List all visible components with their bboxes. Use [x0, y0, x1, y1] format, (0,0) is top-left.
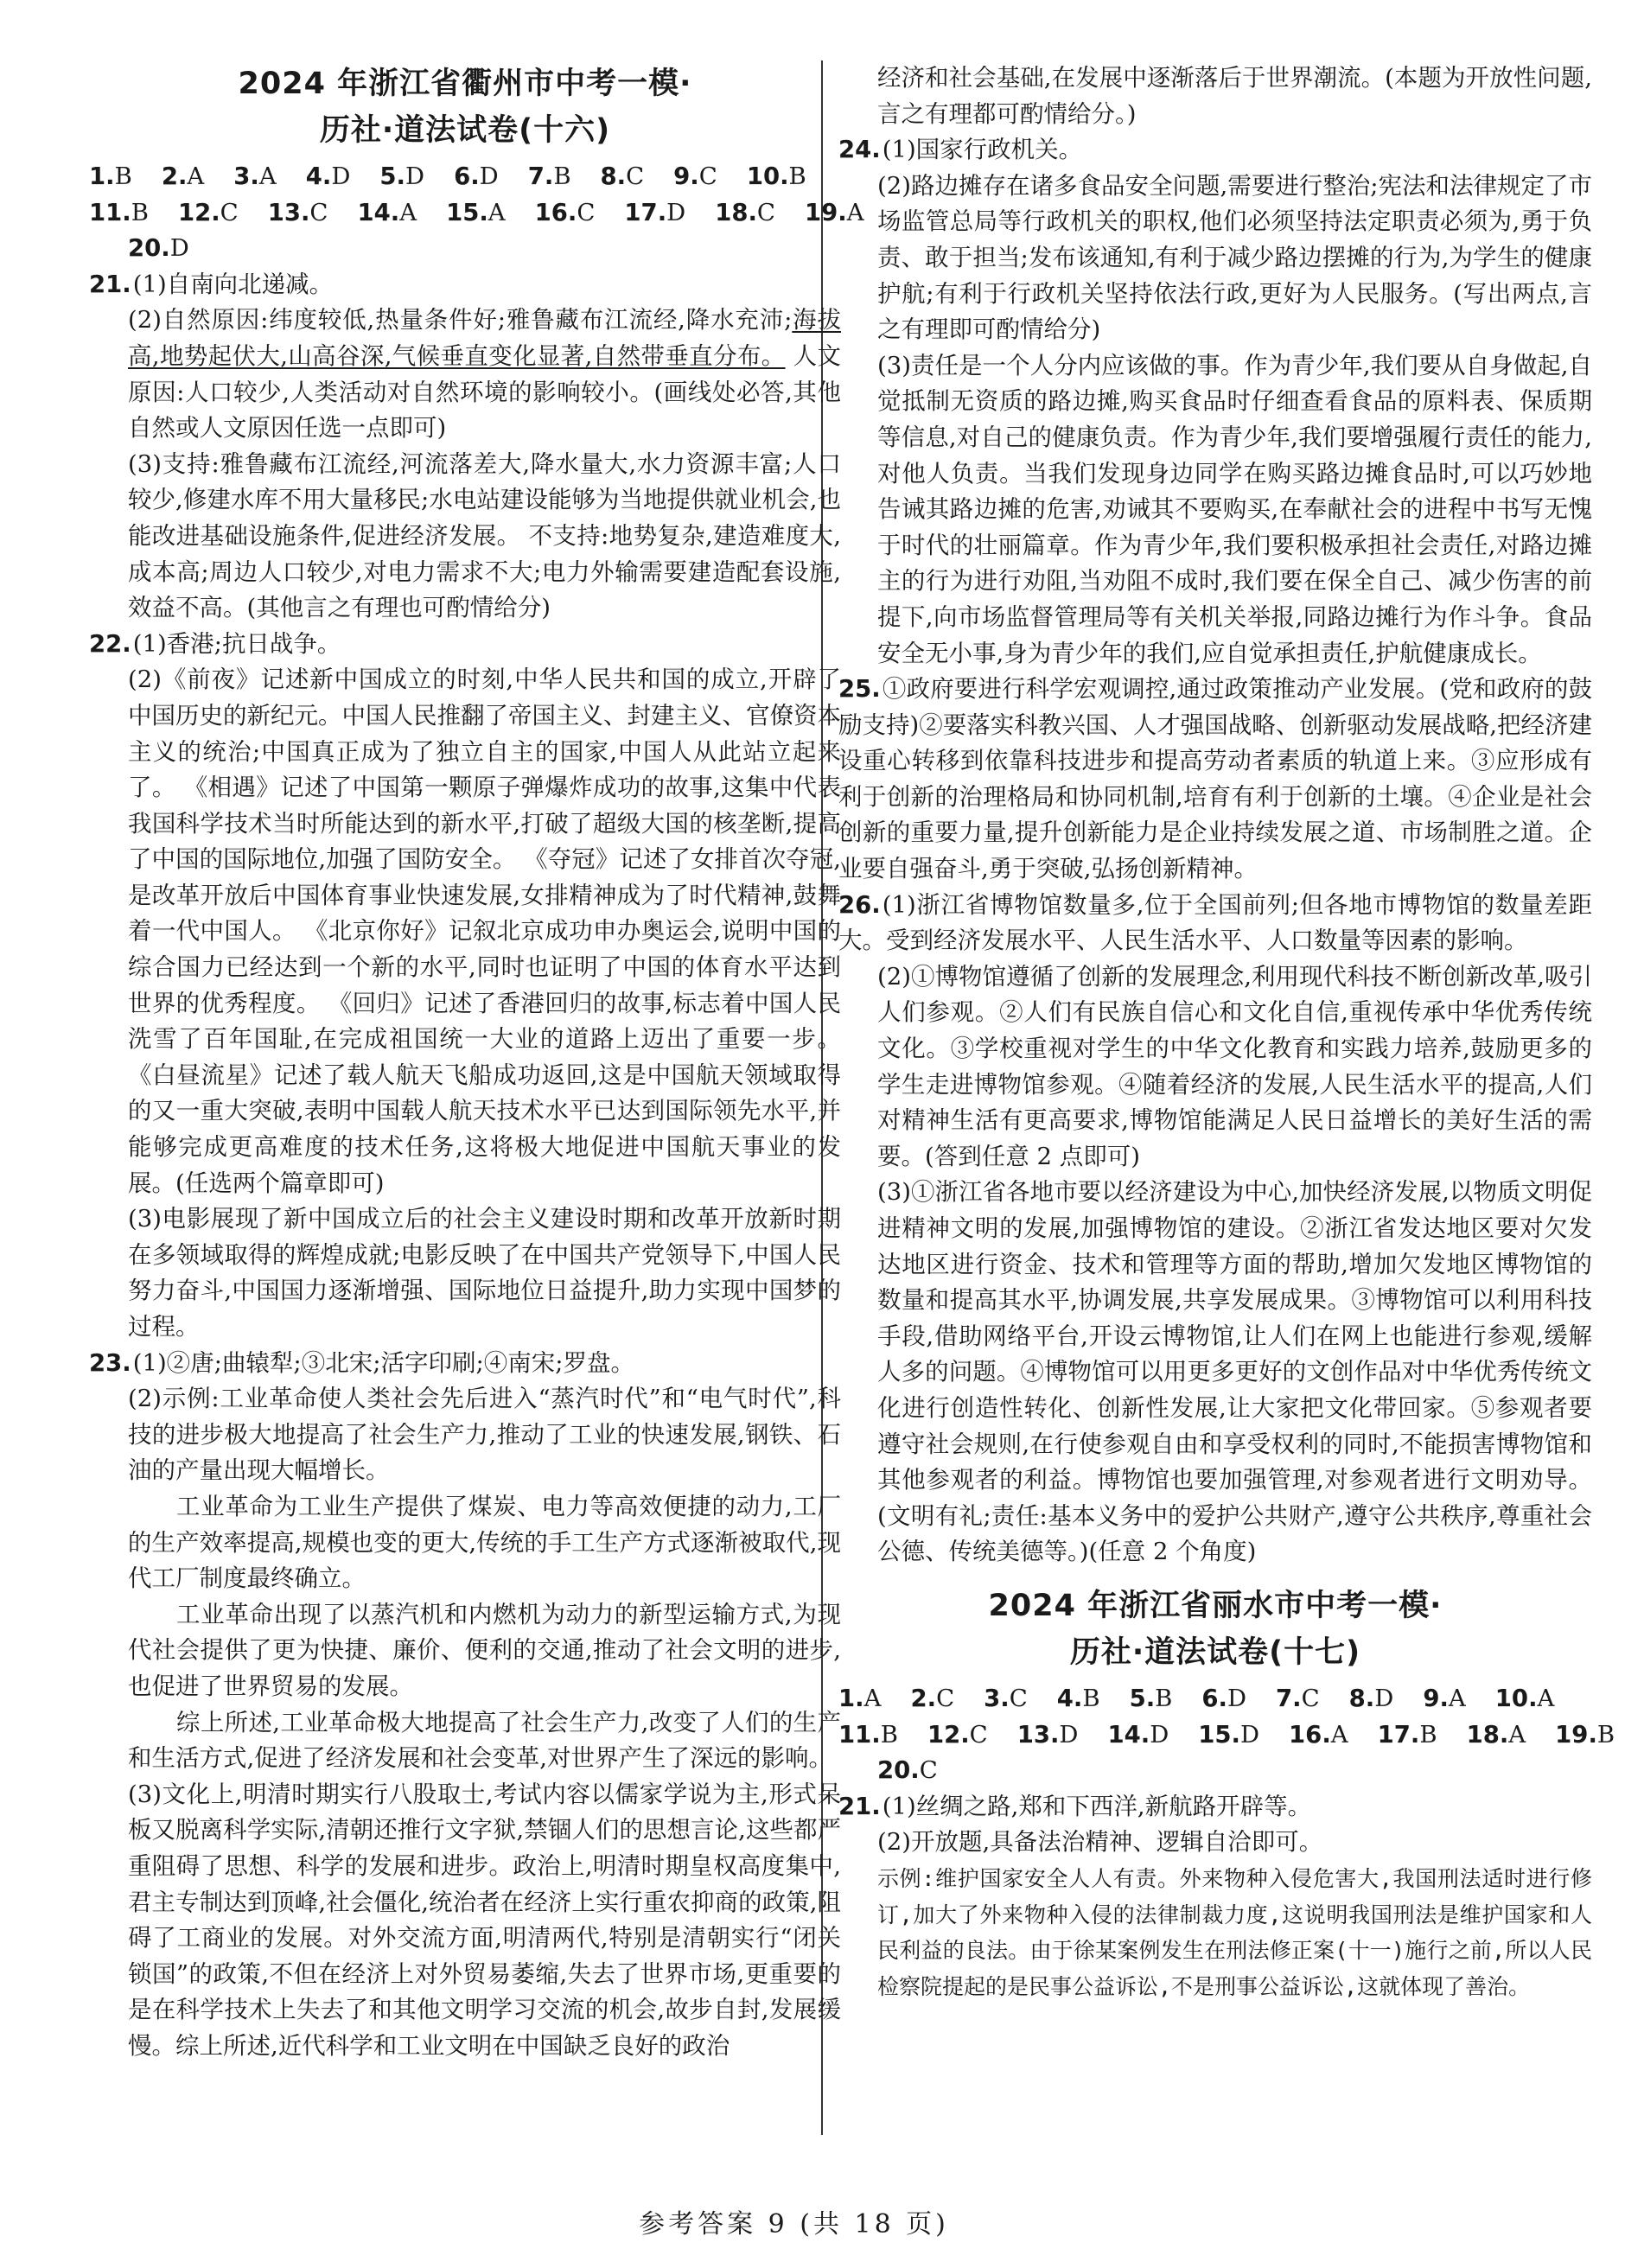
mc-answer: 1.B [89, 162, 132, 190]
answer-paragraph: (2)①博物馆遵循了创新的发展理念,利用现代科技不断创新改革,吸引人们参观。②人们有民族自信心和文化自信,重视传承中华优秀传统文化。③学校重视对学生的中华文化教育和实践力培养,鼓励更多的学生走进博物馆参观。④随着经济的发展,人民生活水平的提高,人们对精神生活有更高要求,博物馆能满足人民日益增长的美好生活的需要。(答到任意 2 点即可) [877, 962, 1592, 1170]
mc-answer: 17.D [624, 198, 686, 226]
answer-paragraph: 23.(1)②唐;曲辕犁;③北宋;活字印刷;④南宋;罗盘。 [89, 1348, 634, 1377]
mc-answer: 13.C [267, 198, 328, 226]
question-22 [89, 627, 841, 1346]
mc-answer: 3.A [233, 162, 277, 190]
mc-answer: 2.C [910, 1684, 955, 1712]
answer-paragraph: (3)①浙江省各地市要以经济建设为中心,加快经济发展,以物质文明促进精神文明的发展,加强博物馆的建设。②浙江省发达地区要对欠发达地区进行资金、技术和管理等方面的帮助,增加欠发地区博物馆的数量和提高其水平,协调发展,共享发展成果。③博物馆可以利用科技手段,借助网络平台,开设云博物馆,让人们在网上也能进行参观,缓解人多的问题。④博物馆可以用更多更好的文创作品对中华优秀传统文化进行创造性转化、创新性发展,让大家把文化带回家。⑤参观者要遵守社会规则,在行使参观自由和享受权利的同时,不能损害博物馆和其他参观者的利益。博物馆也要加强管理,对参观者进行文明劝导。(文明有礼;责任:基本义务中的爱护公共财产,遵守公共秩序,尊重社会公德、传统美德等。)(任意 2 个角度) [877, 1178, 1592, 1566]
answer-paragraph: (2)路边摊存在诸多食品安全问题,需要进行整治;宪法和法律规定了市场监管总局等行政机关的职权,他们必须坚持法定职责必须为,勇于负责、敢于担当;发布该通知,有利于减少路边摆摊的行为,为学生的健康护航;有利于行政机关坚持依法行政,更好为人民服务。(写出两点,言之有理即可酌情给分) [877, 171, 1592, 344]
mc-answer: 5.D [379, 162, 425, 190]
mc-answers-row-2 [838, 1717, 1615, 1754]
mc-answer: 17.B [1377, 1720, 1437, 1749]
answer-paragraph: 21.(1)自南向北递减。 [89, 270, 334, 298]
mc-answer: 10.A [1494, 1684, 1555, 1712]
question-21 [89, 267, 841, 627]
mc-answers-row-1 [89, 159, 841, 195]
answer-paragraph: 工业革命为工业生产提供了煤炭、电力等高效便捷的动力,工厂的生产效率提高,规模也变的更大,传统的手工生产方式逐渐被取代,现代工厂制度最终确立。 [128, 1492, 841, 1593]
answer-paragraph: (3)文化上,明清时期实行八股取士,考试内容以儒家学说为主,形式呆板又脱离科学实际,清朝还推行文字狱,禁锢人们的思想言论,这些都严重阻碍了思想、科学的发展和进步。政治上,明清时期皇权高度集中,君主专制达到顶峰,社会僵化,统治者在经济上实行重农抑商的政策,阻碍了工商业的发展。对外交流方面,明清两代,特别是清朝实行“闭关锁国”的政策,不但在经济上对外贸易萎缩,失去了世界市场,更重要的是在科学技术上失去了和其他文明学习交流的机会,故步自封,发展缓慢。综上所述,近代科学和工业文明在中国缺乏良好的政治 [128, 1780, 841, 2060]
mc-answer: 9.C [673, 162, 717, 190]
mc-answers-row-3 [838, 1753, 1592, 1789]
question-21-lishui [838, 1789, 1592, 2005]
mc-answer: 13.D [1016, 1720, 1079, 1749]
question-26 [838, 888, 1592, 1570]
mc-answer: 15.A [446, 198, 506, 226]
right-column [838, 61, 1615, 2004]
mc-answer: 18.C [715, 198, 775, 226]
mc-answer: 8.C [600, 162, 645, 190]
mc-answer: 5.B [1129, 1684, 1173, 1712]
mc-answer: 20.C [877, 1756, 938, 1785]
mc-answer: 8.D [1348, 1684, 1394, 1712]
mc-answer: 7.C [1276, 1684, 1320, 1712]
mc-answer: 1.A [838, 1684, 882, 1712]
mc-answer: 2.A [161, 162, 205, 190]
mc-answer: 12.C [927, 1720, 988, 1749]
mc-answer: 19.B [1555, 1720, 1615, 1749]
mc-answer: 14.D [1107, 1720, 1169, 1749]
mc-answers-row-3 [89, 231, 841, 267]
mc-answer: 11.B [838, 1720, 898, 1749]
answer-paragraph: 26.(1)浙江省博物馆数量多,位于全国前列;但各地市博物馆的数量差距大。受到经济发展水平、人民生活水平、人口数量等因素的影响。 [838, 890, 1592, 955]
mc-answer: 18.A [1466, 1720, 1526, 1749]
mc-answer: 6.D [454, 162, 499, 190]
answer-paragraph: (2)开放题,具备法治精神、逻辑自洽即可。 [877, 1828, 1323, 1857]
page-footer: 参考答案 9 (共 18 页) [639, 2209, 949, 2239]
mc-answer: 14.A [357, 198, 417, 226]
mc-answer: 9.A [1423, 1684, 1466, 1712]
mc-answer: 7.B [527, 162, 571, 190]
answer-paragraph: 21.(1)丝绸之路,郑和下西洋,新航路开辟等。 [838, 1792, 1312, 1820]
answer-paragraph: (3)电影展现了新中国成立后的社会主义建设时期和改革开放新时期在多领域取得的辉煌成就;电影反映了在中国共产党领导下,中国人民努力奋斗,中国国力逐渐增强、国际地位日益提升,助力实现中国梦的过程。 [128, 1205, 841, 1341]
mc-answer: 4.B [1056, 1684, 1100, 1712]
underlined-key-point: 海拔高,地势起伏大,山高谷深,气候垂直变化显著,自然带垂直分布。 [128, 306, 842, 370]
mc-answer: 15.D [1198, 1720, 1260, 1749]
answer-paragraph: (3)支持:雅鲁藏布江流经,河流落差大,降水量大,水力资源丰富;人口较少,修建水库不用大量移民;水电站建设能够为当地提供就业机会,也能改进基础设施条件,促进经济发展。 不支持:地势复杂,建造难度大,成本高;周边人口较少,对电力需求不大;电力外输需要建造配套设施,效益不高。(其他言之有理也可酌情给分) [128, 449, 841, 622]
answer-paragraph: 24.(1)国家行政机关。 [838, 136, 1083, 164]
answer-paragraph-continued: 经济和社会基础,在发展中逐渐落后于世界潮流。(本题为开放性问题,言之有理都可酌情给分。) [877, 64, 1592, 128]
answer-paragraph: (2)示例:工业革命使人类社会先后进入“蒸汽时代”和“电气时代”,科技的进步极大地提高了社会生产力,推动了工业的快速发展,钢铁、石油的产量出现大幅增长。 [128, 1385, 841, 1485]
question-24 [838, 132, 1592, 672]
question-25 [838, 672, 1592, 888]
title-line-1: 2024 年浙江省丽水市中考一模· [988, 1588, 1443, 1623]
title-line-2: 历社·道法试卷(十六) [319, 113, 611, 148]
answer-paragraph: (2)自然原因:纬度较低,热量条件好;雅鲁藏布江流经,降水充沛;海拔高,地势起伏大,山高谷深,气候垂直变化显著,自然带垂直分布。 人文原因:人口较少,人类活动对自然环境的影响较小。(画线处必答,其他自然或人文原因任选一点即可) [128, 306, 842, 443]
answer-paragraph: 25.①政府要进行科学宏观调控,通过政策推动产业发展。(党和政府的鼓励支持)②要落实科教兴国、人才强国战略、创新驱动发展战略,把经济建设重心转移到依靠科技进步和提高劳动者素质的轨道上来。③应形成有利于创新的治理格局和协同机制,培育有利于创新的土壤。④企业是社会创新的重要力量,提升创新能力是企业持续发展之道、市场制胜之道。企业要自强奋斗,勇于突破,弘扬创新精神。 [838, 675, 1592, 883]
answer-paragraph: 工业革命出现了以蒸汽机和内燃机为动力的新型运输方式,为现代社会提供了更为快捷、廉价、便利的交通,推动了社会文明的进步,也促进了世界贸易的发展。 [128, 1600, 841, 1700]
exam-title-17 [838, 1583, 1592, 1676]
mc-answer: 16.A [1289, 1720, 1348, 1749]
mc-answer: 20.D [128, 234, 189, 263]
mc-answer: 16.C [534, 198, 596, 226]
mc-answer: 10.B [746, 162, 806, 190]
mc-answers-row-1 [838, 1681, 1592, 1717]
mc-answer: 4.D [305, 162, 351, 190]
title-line-2: 历社·道法试卷(十七) [1069, 1634, 1361, 1670]
mc-answer: 11.B [89, 198, 149, 226]
question-23 [89, 1346, 841, 2065]
title-line-1: 2024 年浙江省衢州市中考一模· [238, 67, 692, 101]
answer-paragraph: 综上所述,工业革命极大地提高了社会生产力,改变了人们的生产和生活方式,促进了经济发展和社会变革,对世界产生了深远的影响。 [128, 1708, 841, 1773]
answer-paragraph: (3)责任是一个人分内应该做的事。作为青少年,我们要从自身做起,自觉抵制无资质的路边摊,购买食品时仔细查看食品的原料表、保质期等信息,对自己的健康负责。作为青少年,我们要增强履行责任的能力,对他人负责。当我们发现身边同学在购买路边摊食品时,可以巧妙地告诫其路边摊的危害,劝诫其不要购买,在奉献社会的进程中书写无愧于时代的壮丽篇章。作为青少年,我们要积极承担社会责任,对路边摊主的行为进行劝阻,当劝阻不成时,我们要在保全自己、减少伤害的前提下,向市场监督管理局等有关机关举报,同路边摊行为作斗争。食品安全无小事,身为青少年的我们,应自觉承担责任,护航健康成长。 [877, 351, 1592, 667]
mc-answers-row-2 [89, 195, 864, 232]
mc-answer: 6.D [1201, 1684, 1247, 1712]
answer-paragraph: 22.(1)香港;抗日战争。 [89, 629, 341, 658]
mc-answer: 19.A [804, 198, 864, 226]
exam-title-16 [89, 61, 841, 154]
mc-answer: 12.C [177, 198, 239, 226]
answer-paragraph: (2)《前夜》记述新中国成立的时刻,中华人民共和国的成立,开辟了中国历史的新纪元。中国人民推翻了帝国主义、封建主义、官僚资本主义的统治;中国真正成为了独立自主的国家,中国人从此站立起来了。 《相遇》记述了中国第一颗原子弹爆炸成功的故事,这集中代表我国科学技术当时所能达到的新水平,打破了超级大国的核垄断,提高了中国的国际地位,加强了国防安全。 《夺冠》记述了女排首次夺冠,是改革开放后中国体育事业快速发展,女排精神成为了时代精神,鼓舞着一代中国人。 《北京你好》记叙北京成功申办奥运会,说明中国的综合国力已经达到一个新的水平,同时也证明了中国的体育水平达到世界的优秀程度。 《回归》记述了香港回归的故事,标志着中国人民洗雪了百年国耻,在完成祖国统一大业的道路上迈出了重要一步。 《白昼流星》记述了载人航天飞船成功返回,这是中国航天领域取得的又一重大突破,表明中国载人航天技术水平已达到国际领先水平,并能够完成更高难度的技术任务,这将极大地促进中国航天事业的发展。(任选两个篇章即可) [128, 666, 841, 1197]
mc-answer: 3.C [984, 1684, 1028, 1712]
handwritten-style-example: 示例:维护国家安全人人有责。外来物种入侵危害大,我国刑法适时进行修订,加大了外来物种入侵的法律制裁力度,这说明我国刑法是维护国家和人民利益的良法。由于徐某案例发生在刑法修正案(十一)施行之前,所以人民检察院提起的是民事公益诉讼,不是刑事公益诉讼,这就体现了善治。 [877, 1865, 1592, 1999]
